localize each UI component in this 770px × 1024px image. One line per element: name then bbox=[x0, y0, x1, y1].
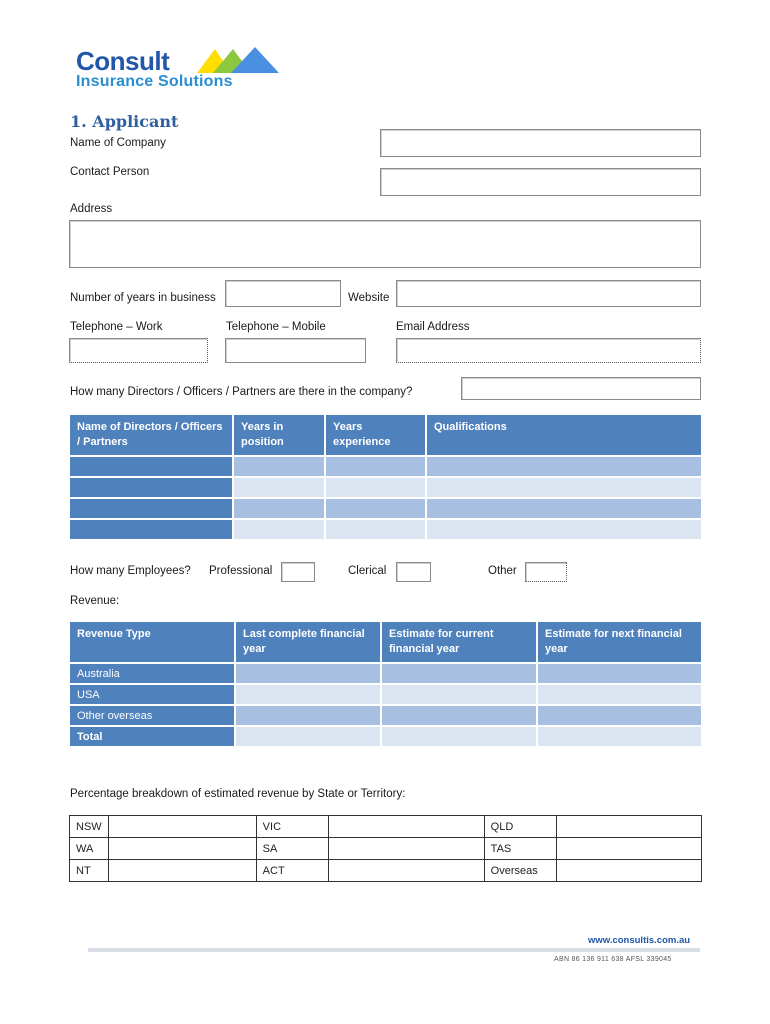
logo-consult-text: Consult bbox=[76, 46, 170, 76]
state-value-cell[interactable] bbox=[108, 860, 256, 882]
state-label: TAS bbox=[484, 838, 556, 860]
state-label: WA bbox=[70, 838, 109, 860]
table-row bbox=[70, 838, 702, 860]
telephone-work-input[interactable] bbox=[69, 338, 208, 363]
footer-abn: ABN 86 136 911 638 AFSL 339045 bbox=[554, 956, 672, 963]
revenue-table-header-row bbox=[70, 622, 701, 662]
contact-person-input[interactable] bbox=[380, 168, 701, 196]
directors-count-label: How many Directors / Officers / Partners are there in the company? bbox=[70, 386, 413, 398]
directors-table bbox=[68, 413, 703, 541]
table-row bbox=[70, 457, 701, 476]
directors-table-header-row bbox=[70, 415, 701, 455]
table-row bbox=[70, 727, 701, 746]
website-label: Website bbox=[348, 292, 390, 304]
years-in-business-label: Number of years in business bbox=[70, 292, 216, 304]
revenue-header-next-year: Estimate for next financial year bbox=[538, 622, 701, 662]
table-row bbox=[70, 685, 701, 704]
table-row bbox=[70, 499, 701, 518]
directors-header-name: Name of Directors / Officers / Partners bbox=[70, 415, 232, 455]
website-input[interactable] bbox=[396, 280, 701, 307]
revenue-row-label: Other overseas bbox=[70, 706, 234, 725]
email-input[interactable] bbox=[396, 338, 701, 363]
table-row bbox=[70, 706, 701, 725]
state-value-cell[interactable] bbox=[556, 860, 701, 882]
revenue-last-year-cell[interactable] bbox=[236, 706, 380, 725]
email-label: Email Address bbox=[396, 321, 470, 333]
revenue-current-year-cell[interactable] bbox=[382, 685, 536, 704]
director-qualifications-cell[interactable] bbox=[427, 520, 701, 539]
state-label: NT bbox=[70, 860, 109, 882]
revenue-row-label: USA bbox=[70, 685, 234, 704]
director-qualifications-cell[interactable] bbox=[427, 478, 701, 497]
employees-other-label: Other bbox=[488, 565, 517, 577]
address-label: Address bbox=[70, 203, 113, 215]
director-name-cell[interactable] bbox=[70, 499, 232, 518]
director-name-cell[interactable] bbox=[70, 457, 232, 476]
state-label: QLD bbox=[484, 816, 556, 838]
company-name-label: Name of Company bbox=[70, 137, 166, 149]
revenue-header-current-year: Estimate for current financial year bbox=[382, 622, 536, 662]
revenue-next-year-cell[interactable] bbox=[538, 664, 701, 683]
director-years-experience-cell[interactable] bbox=[326, 499, 425, 518]
table-row bbox=[70, 520, 701, 539]
years-in-business-input[interactable] bbox=[225, 280, 341, 307]
revenue-last-year-cell[interactable] bbox=[236, 664, 380, 683]
state-label: ACT bbox=[256, 860, 328, 882]
director-qualifications-cell[interactable] bbox=[427, 499, 701, 518]
state-breakdown-label: Percentage breakdown of estimated revenue by State or Territory: bbox=[70, 788, 406, 800]
revenue-next-year-cell[interactable] bbox=[538, 706, 701, 725]
employees-question-label: How many Employees? bbox=[70, 565, 191, 577]
revenue-current-year-cell[interactable] bbox=[382, 664, 536, 683]
contact-person-label: Contact Person bbox=[70, 166, 150, 178]
directors-count-input[interactable] bbox=[461, 377, 701, 400]
directors-header-qualifications: Qualifications bbox=[427, 415, 701, 455]
revenue-current-year-cell[interactable] bbox=[382, 727, 536, 746]
revenue-row-label: Australia bbox=[70, 664, 234, 683]
state-value-cell[interactable] bbox=[108, 838, 256, 860]
logo-tagline-text: Insurance Solutions bbox=[76, 73, 233, 90]
state-value-cell[interactable] bbox=[328, 816, 484, 838]
telephone-work-label: Telephone – Work bbox=[70, 321, 163, 333]
directors-header-years-in-position: Years in position bbox=[234, 415, 324, 455]
employees-clerical-input[interactable] bbox=[396, 562, 431, 582]
employees-professional-input[interactable] bbox=[281, 562, 315, 582]
director-years-position-cell[interactable] bbox=[234, 520, 324, 539]
state-value-cell[interactable] bbox=[328, 838, 484, 860]
director-years-position-cell[interactable] bbox=[234, 499, 324, 518]
revenue-row-label: Total bbox=[70, 727, 234, 746]
revenue-next-year-cell[interactable] bbox=[538, 685, 701, 704]
company-name-input[interactable] bbox=[380, 129, 701, 157]
director-name-cell[interactable] bbox=[70, 478, 232, 497]
director-name-cell[interactable] bbox=[70, 520, 232, 539]
footer-url[interactable]: www.consultis.com.au bbox=[588, 935, 691, 946]
revenue-table bbox=[68, 620, 703, 748]
state-breakdown-table bbox=[69, 815, 702, 882]
state-value-cell[interactable] bbox=[556, 838, 701, 860]
table-row bbox=[70, 860, 702, 882]
telephone-mobile-input[interactable] bbox=[225, 338, 366, 363]
revenue-header-type: Revenue Type bbox=[70, 622, 234, 662]
director-qualifications-cell[interactable] bbox=[427, 457, 701, 476]
revenue-label: Revenue: bbox=[70, 595, 120, 607]
directors-header-years-experience: Years experience bbox=[326, 415, 425, 455]
director-years-position-cell[interactable] bbox=[234, 478, 324, 497]
director-years-experience-cell[interactable] bbox=[326, 457, 425, 476]
footer-divider bbox=[88, 948, 700, 952]
revenue-next-year-cell[interactable] bbox=[538, 727, 701, 746]
state-label: SA bbox=[256, 838, 328, 860]
table-row bbox=[70, 816, 702, 838]
director-years-position-cell[interactable] bbox=[234, 457, 324, 476]
table-row bbox=[70, 664, 701, 683]
state-label: VIC bbox=[256, 816, 328, 838]
state-label: Overseas bbox=[484, 860, 556, 882]
state-label: NSW bbox=[70, 816, 109, 838]
employees-professional-label: Professional bbox=[209, 565, 273, 577]
revenue-last-year-cell[interactable] bbox=[236, 685, 380, 704]
revenue-current-year-cell[interactable] bbox=[382, 706, 536, 725]
state-value-cell[interactable] bbox=[556, 816, 701, 838]
director-years-experience-cell[interactable] bbox=[326, 478, 425, 497]
employees-other-input[interactable] bbox=[525, 562, 567, 582]
employees-clerical-label: Clerical bbox=[348, 565, 387, 577]
state-value-cell[interactable] bbox=[108, 816, 256, 838]
revenue-header-last-year: Last complete financial year bbox=[236, 622, 380, 662]
table-row bbox=[70, 478, 701, 497]
section-title: 1. Applicant bbox=[70, 112, 179, 131]
address-input[interactable] bbox=[69, 220, 701, 268]
logo-mountains-icon bbox=[197, 47, 279, 73]
director-years-experience-cell[interactable] bbox=[326, 520, 425, 539]
telephone-mobile-label: Telephone – Mobile bbox=[226, 321, 326, 333]
state-value-cell[interactable] bbox=[328, 860, 484, 882]
revenue-last-year-cell[interactable] bbox=[236, 727, 380, 746]
